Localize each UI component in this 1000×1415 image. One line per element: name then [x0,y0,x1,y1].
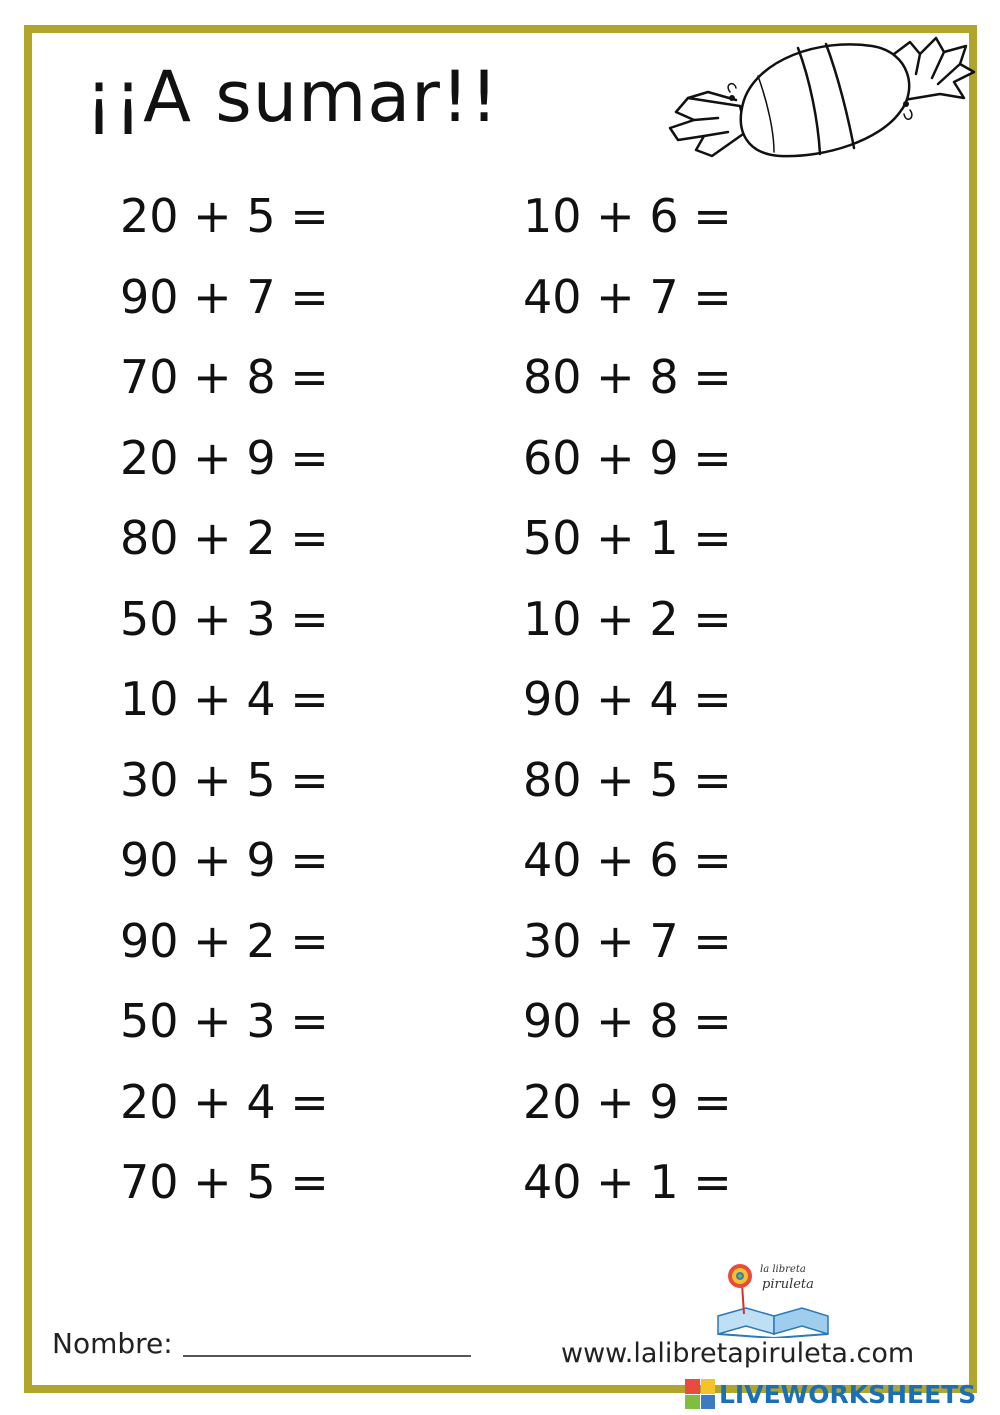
left-exercise-column [120,188,329,1235]
exercise-left-9: 90 + 9 = [120,833,329,887]
exercise-right-4: 60 + 9 = [523,430,732,485]
exercise-left-2: 90 + 7 = [120,269,329,324]
exercise-right-9: 40 + 6 = [523,833,732,887]
liveworksheets-badge-icon [685,1379,715,1409]
website-url: www.lalibretapiruleta.com [561,1338,915,1369]
liveworksheets-brand [685,1378,976,1410]
exercise-left-13: 70 + 5 = [120,1155,329,1209]
exercise-right-6: 10 + 2 = [523,591,732,646]
exercise-left-1: 20 + 5 = [120,189,329,243]
exercise-left-6: 50 + 3 = [120,591,329,646]
logo-text-top: la libreta [760,1264,806,1275]
exercise-right-10: 30 + 7 = [523,913,732,968]
logo-text-bottom: piruleta [762,1277,814,1292]
name-blank-line [183,1355,471,1357]
exercise-right-5: 50 + 1 = [523,511,732,565]
name-label: Nombre: [52,1327,173,1360]
exercise-right-8: 80 + 5 = [523,752,732,807]
candy-icon [648,20,978,180]
exercise-right-7: 90 + 4 = [523,672,732,726]
page-title: ¡¡A sumar!! [85,56,500,138]
exercise-right-2: 40 + 7 = [523,269,732,324]
exercise-left-12: 20 + 4 = [120,1074,329,1129]
name-field [52,1327,471,1360]
exercise-right-11: 90 + 8 = [523,994,732,1048]
exercise-right-13: 40 + 1 = [523,1155,732,1209]
brand-name: LIVEWORKSHEETS [719,1379,977,1409]
exercise-right-1: 10 + 6 = [523,189,732,243]
lollipop-book-logo [712,1258,842,1338]
exercise-right-12: 20 + 9 = [523,1074,732,1129]
exercise-left-3: 70 + 8 = [120,350,329,404]
exercise-left-4: 20 + 9 = [120,430,329,485]
exercise-right-3: 80 + 8 = [523,350,732,404]
exercise-left-10: 90 + 2 = [120,913,329,968]
right-exercise-column [523,188,732,1235]
exercise-left-11: 50 + 3 = [120,994,329,1048]
exercise-left-5: 80 + 2 = [120,511,329,565]
exercise-left-8: 30 + 5 = [120,752,329,807]
exercise-left-7: 10 + 4 = [120,672,329,726]
